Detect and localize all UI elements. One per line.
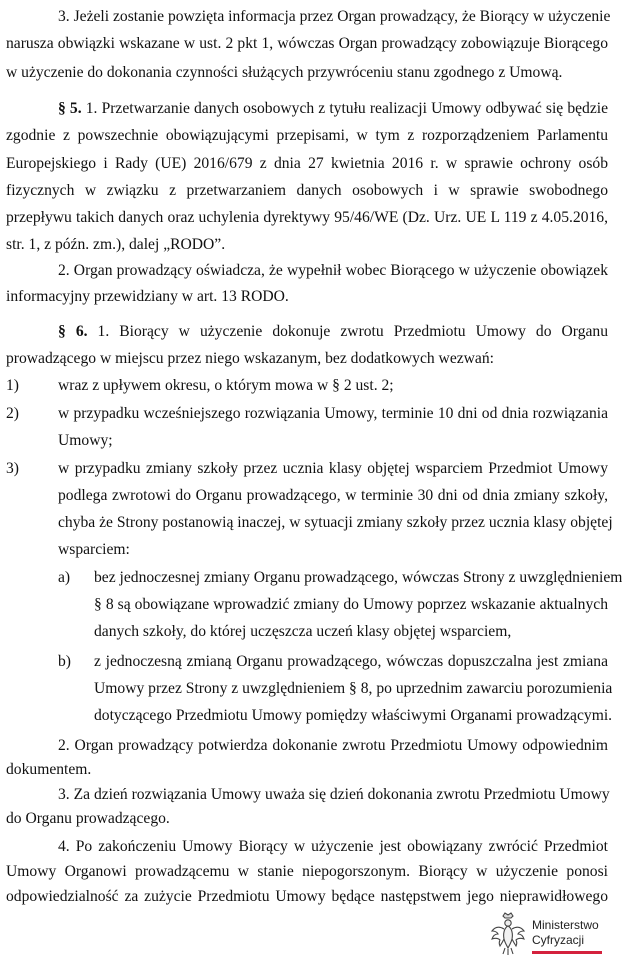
text-line: odpowiedzialność za zużycie Przedmiotu Umowy będące następstwem jego nieprawidłowego [6,888,608,905]
sublist-letter: a) [58,569,71,586]
sublist-letter: b) [58,653,71,670]
section-5-first-line [58,96,608,122]
section-6-heading: § 6. [58,323,88,340]
sublist-item-text: bez jednoczesnej zmiany Organu prowadzącego, wówczas Strony z uwzględnieniem [94,569,622,586]
list-item-text: wraz z upływem okresu, o którym mowa w § 2 ust. 2; [58,377,394,394]
text-line: str. 1, z późn. zm.), dalej „RODO”. [6,236,226,253]
list-item-text: w przypadku wcześniejszego rozwiązania Umowy, terminie 10 dni od dnia rozwiązania [58,405,608,422]
paragraph-text: 1. Przetwarzanie danych osobowych z tytułu realizacji Umowy odbywać się będzie [81,100,609,117]
section-5-heading: § 5. [58,100,82,117]
list-item-text: podlega zwrotowi do Organu prowadzącego, w terminie 30 dni od dnia zmiany szkoły, [58,487,608,504]
list-number: 1) [6,377,19,394]
text-line: informacyjny przewidziany w art. 13 RODO. [6,288,289,305]
text-line: fizycznych w związku z przetwarzaniem danych osobowych i w sprawie swobodnego [6,182,608,199]
sublist-item-text: z jednoczesną zmianą Organu prowadzącego, wówczas dopuszczalna jest zmiana [94,653,608,670]
ministry-name-line1: Ministerstwo [532,918,599,932]
list-number: 2) [6,405,19,422]
text-line: 2. Organ prowadzący oświadcza, że wypełnił wobec Biorącego w użyczenie obowiązek [58,262,608,279]
sublist-item-text: Umowy przez Strony z uwzględnieniem § 8, po uprzednim zawarciu porozumienia [94,680,613,697]
text-line [58,4,611,30]
list-item-text: chyba że Strony postanowią inaczej, w sytuacji zmiany szkoły przez ucznia klasy objętej [58,514,613,531]
sublist-item-text: § 8 są obowiązane wprowadzić zmiany do Umowy poprzez wskazanie aktualnych [94,596,608,613]
list-item-text: wsparciem: [58,541,130,558]
eagle-emblem-icon [490,912,526,956]
list-item-text: Umowy; [58,432,113,449]
text-line: narusza obwiązki wskazane w ust. 2 pkt 1, wówczas Organ prowadzący zobowiązuje Biorącego [6,35,608,52]
text-line: 4. Po zakończeniu Umowy Biorący w użyczenie jest obowiązany zwrócić Przedmiot [58,838,608,855]
ministry-name [532,918,599,948]
ministry-name-line2: Cyfryzacji [532,933,585,947]
text-line: w użyczenie do dokonania czynności służących przywróceniu stanu zgodnego z Umową. [6,64,563,81]
text-line: przepływu takich danych oraz uchylenia dyrektywy 95/46/WE (Dz. Urz. UE L 119 z 4.05.2016, [6,209,608,226]
text-line: prowadzącego w miejscu przez niego wskazanym, bez dodatkowych wezwań: [6,350,494,367]
paragraph-text: 3. Jeżeli zostanie powzięta informacja przez Organ prowadzący, że Biorący w użyczenie [58,8,611,25]
sublist-item-text: danych szkoły, do której uczęszcza uczeń klasy objętej wsparciem, [94,623,512,640]
text-line: Europejskiego i Rady (UE) 2016/679 z dnia 27 kwietnia 2016 r. w sprawie ochrony osób [6,155,608,172]
list-number: 3) [6,460,19,477]
text-line: do Organu prowadzącego. [6,810,170,827]
logo-accent-bar [532,951,602,954]
text-line: 2. Organ prowadzący potwierdza dokonanie zwrotu Przedmiotu Umowy odpowiednim [58,737,608,754]
text-line: dokumentem. [6,761,92,778]
section-6-first-line [58,319,608,345]
text-line: Umowy Organowi prowadzącemu w stanie niepogorszonym. Biorący w użyczenie ponosi [6,863,608,880]
paragraph-text: 1. Biorący w użyczenie dokonuje zwrotu Przedmiotu Umowy do Organu [87,323,609,340]
ministry-logo [490,912,616,958]
list-item-text: w przypadku zmiany szkoły przez ucznia klasy objętej wsparciem Przedmiot Umowy [58,460,608,477]
text-line: 3. Za dzień rozwiązania Umowy uważa się dzień dokonania zwrotu Przedmiotu Umowy [58,786,610,803]
text-line: zgodnie z powszechnie obowiązującymi przepisami, w tym z rozporządzeniem Parlamentu [6,127,608,144]
sublist-item-text: dotyczącego Przedmiotu Umowy pomiędzy właściwymi Organami prowadzącymi. [94,707,613,724]
